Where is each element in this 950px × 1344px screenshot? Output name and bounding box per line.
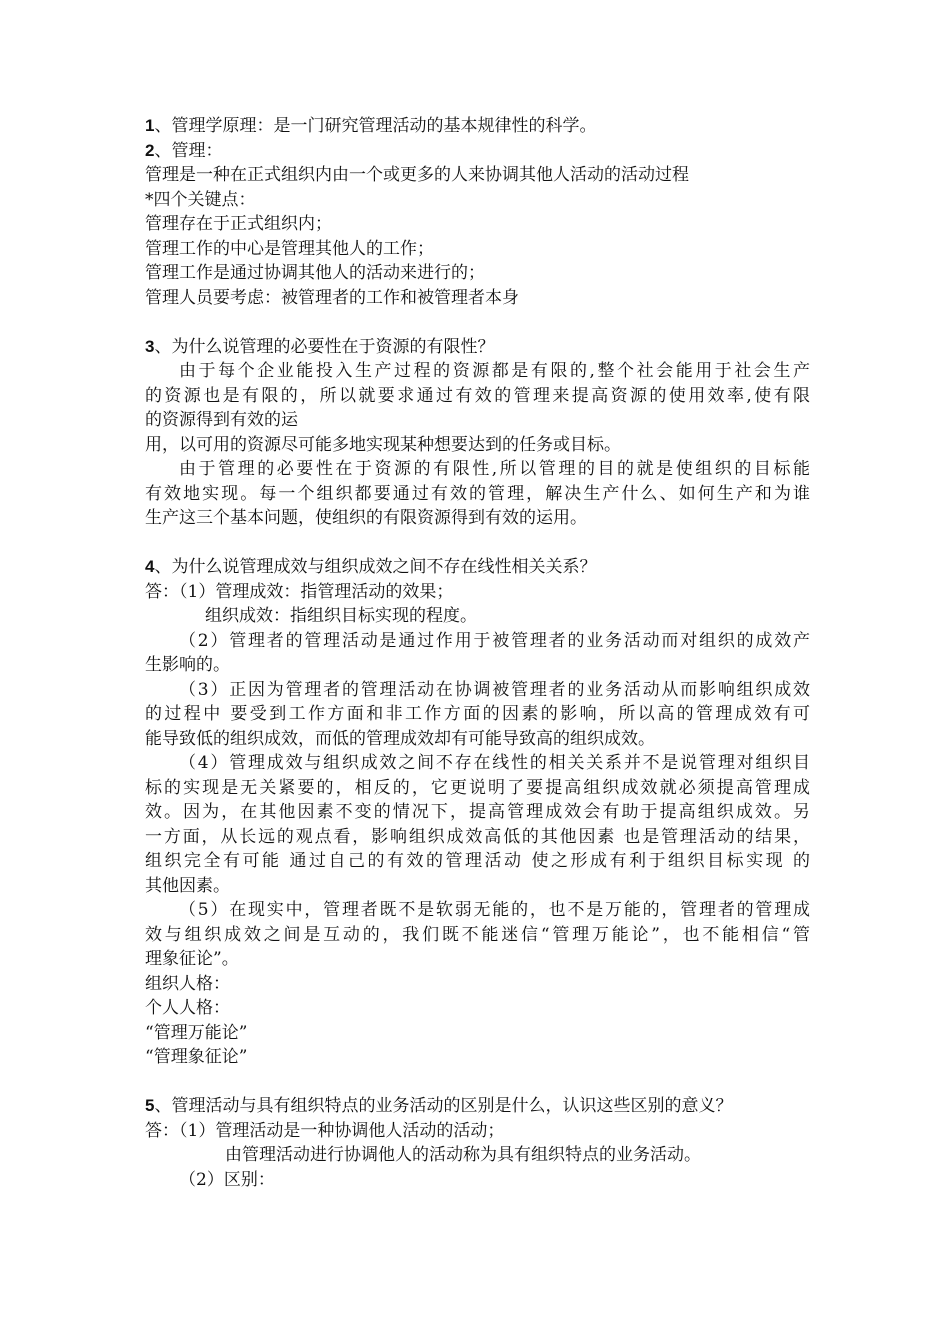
q5-heading: 5、管理活动与具有组织特点的业务活动的区别是什么，认识这些区别的意义？: [145, 1096, 733, 1116]
q3-heading: 3、为什么说管理的必要性在于资源的有限性？: [145, 336, 495, 357]
q2-line: 管理工作的中心是管理其他人的工作；: [145, 238, 434, 259]
q4-line: 个人人格：: [145, 998, 230, 1018]
q4-line: 组织人格：: [145, 973, 230, 994]
q4-line: 组织成效：指组织目标实现的程度。: [205, 606, 477, 626]
q4-line: 效。因为，在其他因素不变的情况下，提高管理成效会有助于提高组织成效。另: [145, 802, 810, 822]
q3-line: 用，以可用的资源尽可能多地实现某种想要达到的任务或目标。: [145, 434, 621, 455]
q2-line: 管理人员要考虑：被管理者的工作和被管理者本身: [145, 287, 519, 308]
q2-line: *四个关键点：: [145, 189, 256, 210]
q4-line: 效与组织成效之间是互动的，我们既不能迷信“管理万能论”，也不能相信“管: [145, 924, 810, 945]
q4-line: （3）正因为管理者的管理活动在协调被管理者的业务活动从而影响组织成效: [179, 679, 810, 700]
q4-line: “管理万能论”: [145, 1022, 248, 1043]
q3-line: 由于管理的必要性在于资源的有限性,所以管理的目的就是使组织的目标能: [179, 459, 810, 479]
q4-line: 答：（1）管理成效：指管理活动的效果；: [145, 581, 454, 602]
q4-heading: 4、为什么说管理成效与组织成效之间不存在线性相关关系？: [145, 557, 597, 577]
q4-line: （5）在现实中，管理者既不是软弱无能的，也不是万能的，管理者的管理成: [179, 900, 810, 920]
q2-line: 管理是一种在正式组织内由一个或更多的人来协调其他人活动的活动过程: [145, 165, 689, 185]
q4-line: 组织完全有可能 通过自己的有效的管理活动 使之形成有利于组织目标实现 的: [145, 851, 810, 871]
q5-line: 答：（1）管理活动是一种协调他人活动的活动；: [145, 1120, 505, 1141]
q4-line: 其他因素。: [145, 875, 230, 896]
q2-heading: 2、管理：: [145, 140, 223, 161]
q3-line: 由于每个企业能投入生产过程的资源都是有限的,整个社会能用于社会生产: [179, 361, 810, 381]
q2-line: 管理工作是通过协调其他人的活动来进行的；: [145, 263, 485, 283]
q4-line: （2）管理者的管理活动是通过作用于被管理者的业务活动而对组织的成效产: [179, 630, 810, 651]
document-page: [145, 114, 810, 1192]
q4-line: 理象征论”。: [145, 949, 239, 969]
q3-line: 的资源得到有效的运: [145, 410, 298, 430]
q4-line: 一方面，从长远的观点看，影响组织成效高低的其他因素 也是管理活动的结果，: [145, 826, 810, 847]
q5-line: 由管理活动进行协调他人的活动称为具有组织特点的业务活动。: [225, 1145, 701, 1165]
q4-line: “管理象征论”: [145, 1047, 248, 1067]
q3-line: 有效地实现。每一个组织都要通过有效的管理，解决生产什么、如何生产和为谁: [145, 483, 810, 504]
q1-heading: 1、管理学原理：是一门研究管理活动的基本规律性的科学。: [145, 116, 597, 136]
q3-line: 的资源也是有限的，所以就要求通过有效的管理来提高资源的使用效率,使有限: [145, 385, 810, 406]
q4-line: （4）管理成效与组织成效之间不存在线性的相关关系并不是说管理对组织目: [179, 753, 810, 773]
q4-line: 生影响的。: [145, 655, 230, 675]
q3-line: 生产这三个基本问题，使组织的有限资源得到有效的运用。: [145, 508, 587, 528]
q4-line: 标的实现是无关紧要的，相反的，它更说明了要提高组织成效就必须提高管理成: [145, 777, 810, 798]
q2-line: 管理存在于正式组织内；: [145, 214, 332, 234]
q4-line: 的过程中 要受到工作方面和非工作方面的因素的影响，所以高的管理成效有可: [145, 704, 810, 724]
q4-line: 能导致低的组织成效，而低的管理成效却有可能导致高的组织成效。: [145, 728, 655, 749]
q5-line: （2）区别：: [179, 1169, 275, 1190]
